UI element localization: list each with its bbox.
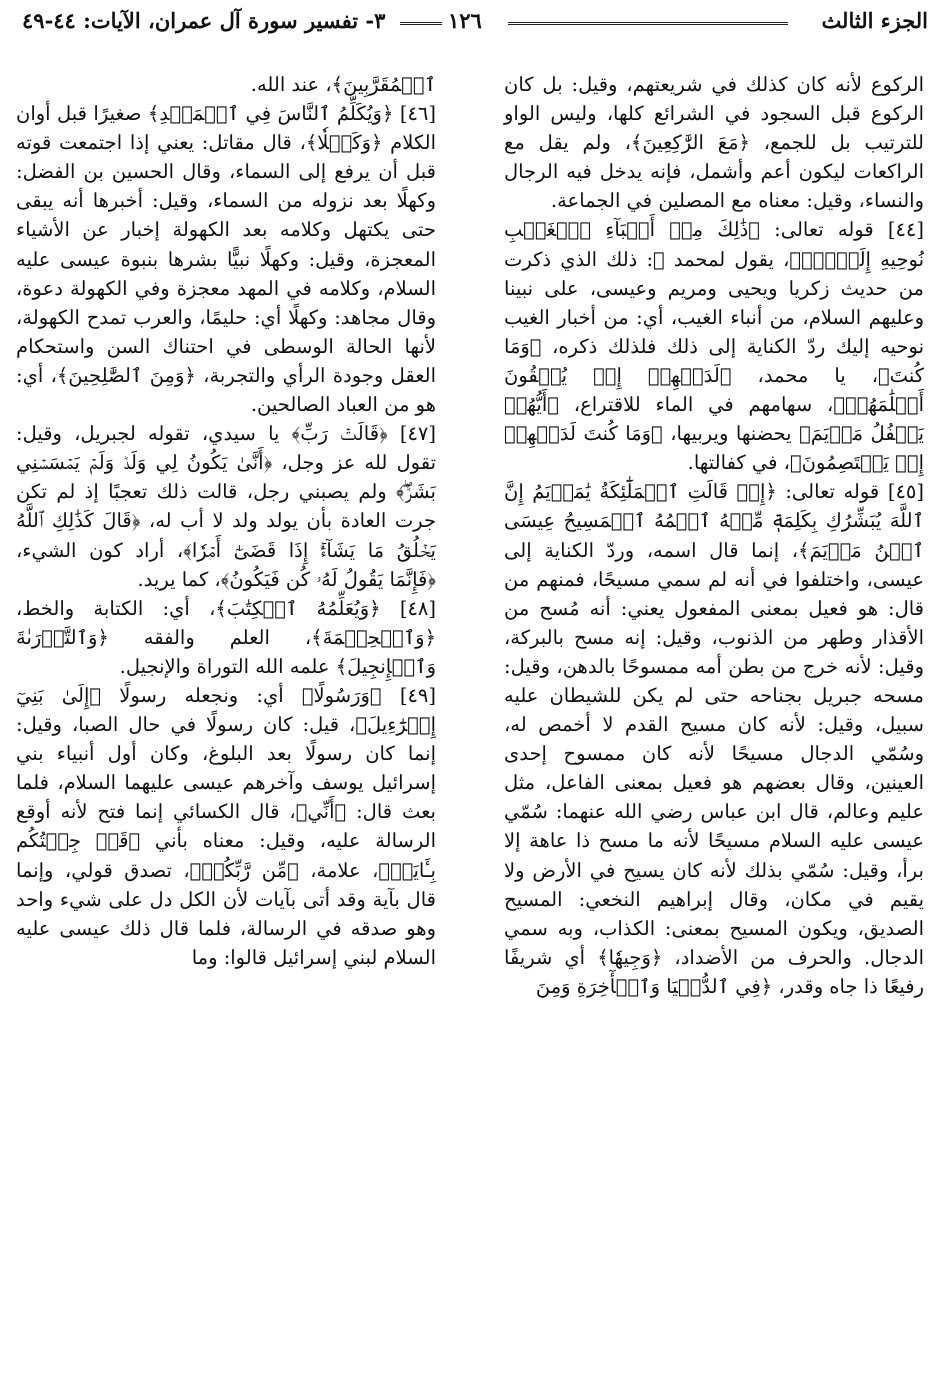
page-number: ١٢٦ bbox=[448, 8, 482, 33]
paragraph: الركوع لأنه كان كذلك في شريعتهم، وقيل: بل كان الركوع قبل السجود في الشرائع كلها، وليس الواو للترتيب بل للجمع، ﴿مَعَ الرَّٰكِعِينَ﴾، ولم يقل مع الراكعات ليكون أعم وأشمل، فإنه يدخل فيه الرجال والنساء، وقيل: معناه مع المصلين في الجماعة. bbox=[504, 73, 924, 213]
paragraph-verse-47: [٤٧] ﴿قَالَتۡ رَبِّ﴾ يا سيدي، تقوله لجبريل، وقيل: تقول لله عز وجل، ﴿أَنَّىٰ يَكُونُ لِي وَلَدٞ وَلَمۡ يَمۡسَسۡنِي بَشَرٞۖ﴾ ولم يصبني رجل، قالت ذلك تعجبًا إذ لم تكن جرت العادة بأن يولد ولد لا أب له، ﴿قَالَ كَذَٰلِكِ ٱللَّهُ يَخۡلُقُ مَا يَشَآءُۚ إِذَا قَضَىٰٓ أَمۡرٗا﴾، أراد كون الشيء، ﴿فَإِنَّمَا يَقُولُ لَهُۥ كُن فَيَكُونُ﴾، كما يريد. bbox=[16, 422, 436, 591]
header-rule-right bbox=[508, 22, 788, 25]
paragraph-verse-45: [٤٥] قوله تعالى: ﴿إِذۡ قَالَتِ ٱلۡمَلَٰٓئِكَةُ يَٰمَرۡيَمُ إِنَّ ٱللَّهَ يُبَشِّرُكِ بِكَلِمَةٖ مِّنۡهُ ٱسۡمُهُ ٱلۡمَسِيحُ عِيسَى ٱبۡنُ مَرۡيَمَ﴾، إنما قال اسمه، وردّ الكناية إلى عيسى، واختلفوا في أنه لم سمي مسيحًا، فمنهم من قال: هو فعيل بمعنى المفعول يعني: أنه مُسح من الأقذار وطهر من الذنوب، وقيل: إنه مسح بالبركة، وقيل: لأنه خرج من بطن أمه ممسوحًا بالدهن، وقيل: مسحه جبريل بجناحه حتى لم يكن للشيطان عليه سبيل، وقيل: لأنه كان مسيح القدم لا أخمص له، وسُمّي الدجال مسيحًا لأنه كان ممسوح إحدى العينين، وقال بعضهم هو فعيل بمعنى الفاعل، مثل عليم وعالم، قال ابن عباس رضي الله عنهما: سُمّي عيسى عليه السلام مسيحًا لأنه ما مسح ذا عاهة إلا برأ، وقيل: سُمّي بذلك لأنه كان يسيح في الأرض ولا يقيم في مكان، وقال إبراهيم النخعي: المسيح الصديق، ويكون المسيح بمعنى: الكذاب، وبه سمي الدجال. والحرف من الأضداد، ﴿وَجِيهٗا﴾ أي شريفًا رفيعًا ذا جاه وقدر، ﴿فِي ٱلدُّنۡيَا وَٱلۡأٓخِرَةِ وَمِنَ bbox=[504, 480, 924, 998]
right-column bbox=[504, 70, 924, 1001]
chapter-title: ٣- تفسير سورة آل عمران، الآيات: ٤٤-٤٩ bbox=[22, 8, 386, 33]
left-column bbox=[16, 70, 436, 972]
page-header bbox=[0, 0, 950, 46]
header-rule-left bbox=[400, 22, 442, 25]
paragraph-verse-49: [٤٩] ﴿وَرَسُولًا﴾ أي: ونجعله رسولًا ﴿إِلَىٰ بَنِيٓ إِسۡرَٰٓءِيلَ﴾، قيل: كان رسولًا في حال الصبا، وقيل: إنما كان رسولًا بعد البلوغ، وكان أول أنبياء بني إسرائيل يوسف وآخرهم عيسى عليهما السلام، فلما بعث قال: ﴿أَنِّي﴾، قال الكسائي إنما فتح لأنه أوقع الرسالة عليه، وقيل: معناه بأني ﴿قَدۡ جِئۡتُكُم بِـَٔايَةٖ﴾، علامة، ﴿مِّن رَّبِّكُمۡ﴾، تصدق قولي، وإنما قال بآية وقد أتى بآيات لأن الكل دل على شيء واحد وهو صدقه في الرسالة، فلما قال ذلك عيسى عليه السلام لبني إسرائيل قالوا: وما bbox=[16, 683, 436, 969]
part-label: الجزء الثالث bbox=[821, 8, 928, 33]
paragraph-verse-44: [٤٤] قوله تعالى: ﴿ذَٰلِكَ مِنۡ أَنۢبَآءِ ٱلۡغَيۡبِ نُوحِيهِ إِلَيۡكَۚ﴾، يقول لمحمد ﷺ: ذلك الذي ذكرت من حديث زكريا ويحيى ومريم وعيسى، على نبينا وعليهم السلام، من أنباء الغيب، أي: من أخبار الغيب نوحيه إليك ردّ الكناية إلى ذلك فلذلك ذكره، ﴿وَمَا كُنتَ﴾، يا محمد، ﴿لَدَيۡهِمۡ إِذۡ يُلۡقُونَ أَقۡلَٰمَهُمۡ﴾، سهامهم في الماء للاقتراع، ﴿أَيُّهُمۡ يَكۡفُلُ مَرۡيَمَ﴾ يحضنها ويربيها، ﴿وَمَا كُنتَ لَدَيۡهِمۡ إِذۡ يَخۡتَصِمُونَ﴾، في كفالتها. bbox=[504, 218, 924, 475]
paragraph: ٱلۡمُقَرَّبِينَ﴾، عند الله. bbox=[250, 73, 436, 96]
paragraph-verse-48: [٤٨] ﴿وَيُعَلِّمُهُ ٱلۡكِتَٰبَ﴾، أي: الكتابة والخط، ﴿وَٱلۡحِكۡمَةَ﴾، العلم والفقه ﴿وَٱلتَّوۡرَىٰةَ وَٱلۡإِنجِيلَ﴾ علمه الله التوراة والإنجيل. bbox=[16, 596, 436, 678]
paragraph-verse-46: [٤٦] ﴿وَيُكَلِّمُ ٱلنَّاسَ فِي ٱلۡمَهۡدِ﴾ صغيرًا قبل أوان الكلام ﴿وَكَهۡلٗا﴾، قال مقاتل: يعني إذا اجتمعت قوته قبل أن يرفع إلى السماء، وقال الحسين بن الفضل: وكهلًا بعد نزوله من السماء، وقيل: أخبرها أنه يبقى حتى يكتهل وكلامه بعد الكهولة إخبار عن الأشياء المعجزة، وقيل: وكهلًا نبيًّا بشرها بنبوة عيسى عليه السلام، وكلامه في المهد معجزة وفي الكهولة دعوة، وقال مجاهد: وكهلًا أي: حليمًا، والعرب تمدح الكهولة، لأنها الحالة الوسطى في احتناك السن واستحكام العقل وجودة الرأي والتجربة، ﴿وَمِنَ ٱلصَّٰلِحِينَ﴾، أي: هو من العباد الصالحين. bbox=[16, 102, 436, 417]
